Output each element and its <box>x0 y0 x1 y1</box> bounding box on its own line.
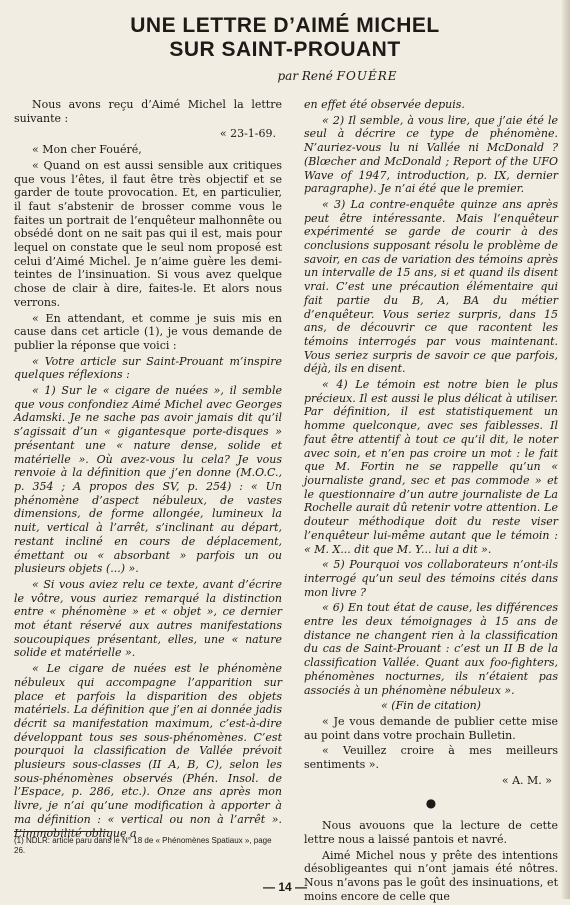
paragraph: Nous avouons que la lecture de cette lettre nous a laissé pantois et navré. <box>304 819 558 846</box>
paragraph: « 23-1-69. <box>219 127 276 141</box>
paragraph: « 2) Il semble, à vous lire, que j’aie été le seul à décrire ce type de phénomène. N’auriez-vous lu ni Vallée ni McDonald ? (Blœcher and McDonald ; Report of the UFO Wave of 1947, introduction, p. IX, dernier paragraphe). Je n’ai été que le premier. <box>304 113 558 196</box>
paragraph: « 1) Sur le « cigare de nuées », il semble que vous confondiez Aimé Michel avec Georges Adamski. Je ne sache pas avoir jamais dit qu’il s’agissait d’un « gigantesque porte-disques » présentant une « nature dense, solide et matérielle ». Où avez-vous lu cela? Je vous renvoie à la définition que j’en donne (M.O.C., p. 354 ; A propos des SV, p. 254) : « Un phénomène d’aspect nébuleux, de vastes dimensions, de forme allongée, lumineux la nuit, vertical à l’arrêt, s’inclinant au départ, restant incliné en cours de déplacement, émettant ou « absorbant » parfois un ou plusieurs objets (...) ». <box>14 384 282 576</box>
section-separator-dot: ● <box>425 796 437 811</box>
page-number: — 14 — <box>262 880 307 894</box>
paragraph: « 3) La contre-enquête quinze ans après peut être intéressante. Mais l’enquêteur expérimenté se garde de courir à des conclusions supposant résolu le problème de savoir, en cas de variation des témoins après un intervalle de 15 ans, si et quand ils disent vrai. C’est une précaution élémentaire qui fait partie du B, A, BA du métier d’enquêteur. Vous seriez surpris, dans 15 ans, de découvrir ce que racontent les témoins interrogés par vous maintenant. Vous seriez surpris de savoir ce que parfois, déjà, ils en disent. <box>304 197 558 376</box>
byline-author: FOUÉRE <box>336 69 398 83</box>
paragraph: Aimé Michel nous y prête des intentions désobligeantes qui n’ont jamais été nôtres. Nous n’avons pas le goût des insinuations, et moins encore de celle que <box>304 848 558 903</box>
paragraph: « Mon cher Fouéré, <box>32 143 142 157</box>
article-title-line-1: UNE LETTRE D’AIMÉ MICHEL <box>130 14 440 37</box>
page-edge-shadow <box>562 0 570 899</box>
paragraph: « 5) Pourquoi vos collaborateurs n’ont-ils interrogé qu’un seul des témoins cités dans mon livre ? <box>304 558 558 599</box>
article-title-line-2: SUR SAINT-PROUANT <box>169 38 401 61</box>
right-column-letter <box>304 98 558 787</box>
paragraph: « Le cigare de nuées est le phénomène nébuleux qui accompagne l’apparition sur place et parfois la disparition des objets matériels. La définition que j’en ai donnée jadis décrit sa manifestation maximum, c’est-à-dire développant tous ses sous-phénomènes. C’est pourquoi la classification de Vallée prévoit plusieurs sous-classes (II A, B, C), selon les sous-phénomènes observés (Phén. Insol. de l’Espace, p. 286, etc.). Onze ans après mon livre, je n’ai qu’une modification à apporter à ma définition : « vertical ou non à l’arrêt ». L’immobilité oblique a <box>14 662 282 840</box>
paragraph: « En attendant, et comme je suis mis en cause dans cet article (1), je vous demande de publier la réponse que voici : <box>14 311 282 352</box>
paragraph: « Votre article sur Saint-Prouant m’inspire quelques réflexions : <box>14 354 282 382</box>
paragraph: « (Fin de citation) <box>381 699 481 713</box>
right-text-column <box>304 98 558 905</box>
footnote: (1) NDLR: article paru dans le N° 18 de « Phénomènes Spatiaux », page 26. <box>14 836 272 855</box>
footnote-rule <box>14 831 109 832</box>
paragraph: « 6) En tout état de cause, les différences entre les deux témoignages à 15 ans de distance ne changent rien à la classification du cas de Saint-Prouant : c’est un II B de la classification Vallée. Quant aux foo-fighters, phénomènes nocturnes, ils n’étaient pas associés à un phénomène nébuleux ». <box>304 601 558 697</box>
paragraph: « Quand on est aussi sensible aux critiques que vous l’êtes, il faut être très objectif et se garder de toute provocation. Et, en particulier, il faut s’abstenir de brosser comme vous le faites un portrait de l’enquêteur malhonnête ou obsédé dont on ne sait pas qui il est, mais pour lequel on constate que le seul nom proposé est celui d’Aimé Michel. Je n’aime guère les demi-teintes de l’insinuation. Si vous avez quelque chose de clair à dire, faites-le. Et alors nous verrons. <box>14 158 282 309</box>
paragraph: « 4) Le témoin est notre bien le plus précieux. Il est aussi le plus délicat à utiliser. Par définition, il est statistiquement un homme quelconque, avec ses faiblesses. Il faut être attentif à tout ce qu’il dit, le noter avec soin, et n’en pas croire un mot : le fait que M. Fortin ne se rappelle qu’un « journaliste grand, sec et pas commode » et le questionnaire d’un autre journaliste de La Rochelle aurait dû retenir votre attention. Le douteur méthodique doit du reste viser l’enquêteur lui-même autant que le témoin : « M. X... dit que M. Y... lui a dit ». <box>304 378 558 556</box>
paragraph: Nous avons reçu d’Aimé Michel la lettre suivante : <box>14 98 282 125</box>
paragraph: « Si vous aviez relu ce texte, avant d’écrire le vôtre, vous auriez remarqué la distinction entre « phénomène » et « objet », ce dernier mot étant réservé aux autres manifestations soucoupiques présentant, elles, une « nature solide et matérielle ». <box>14 577 282 660</box>
article-header <box>0 14 570 83</box>
left-text-column <box>14 98 282 842</box>
paragraph: en effet été observée depuis. <box>304 98 465 111</box>
paragraph: « Veuillez croire à mes meilleurs sentiments ». <box>304 744 558 772</box>
byline <box>105 69 570 83</box>
paragraph: « A. M. » <box>501 773 552 787</box>
paragraph: « Je vous demande de publier cette mise au point dans votre prochain Bulletin. <box>304 714 558 742</box>
byline-prefix: par René <box>277 69 333 83</box>
